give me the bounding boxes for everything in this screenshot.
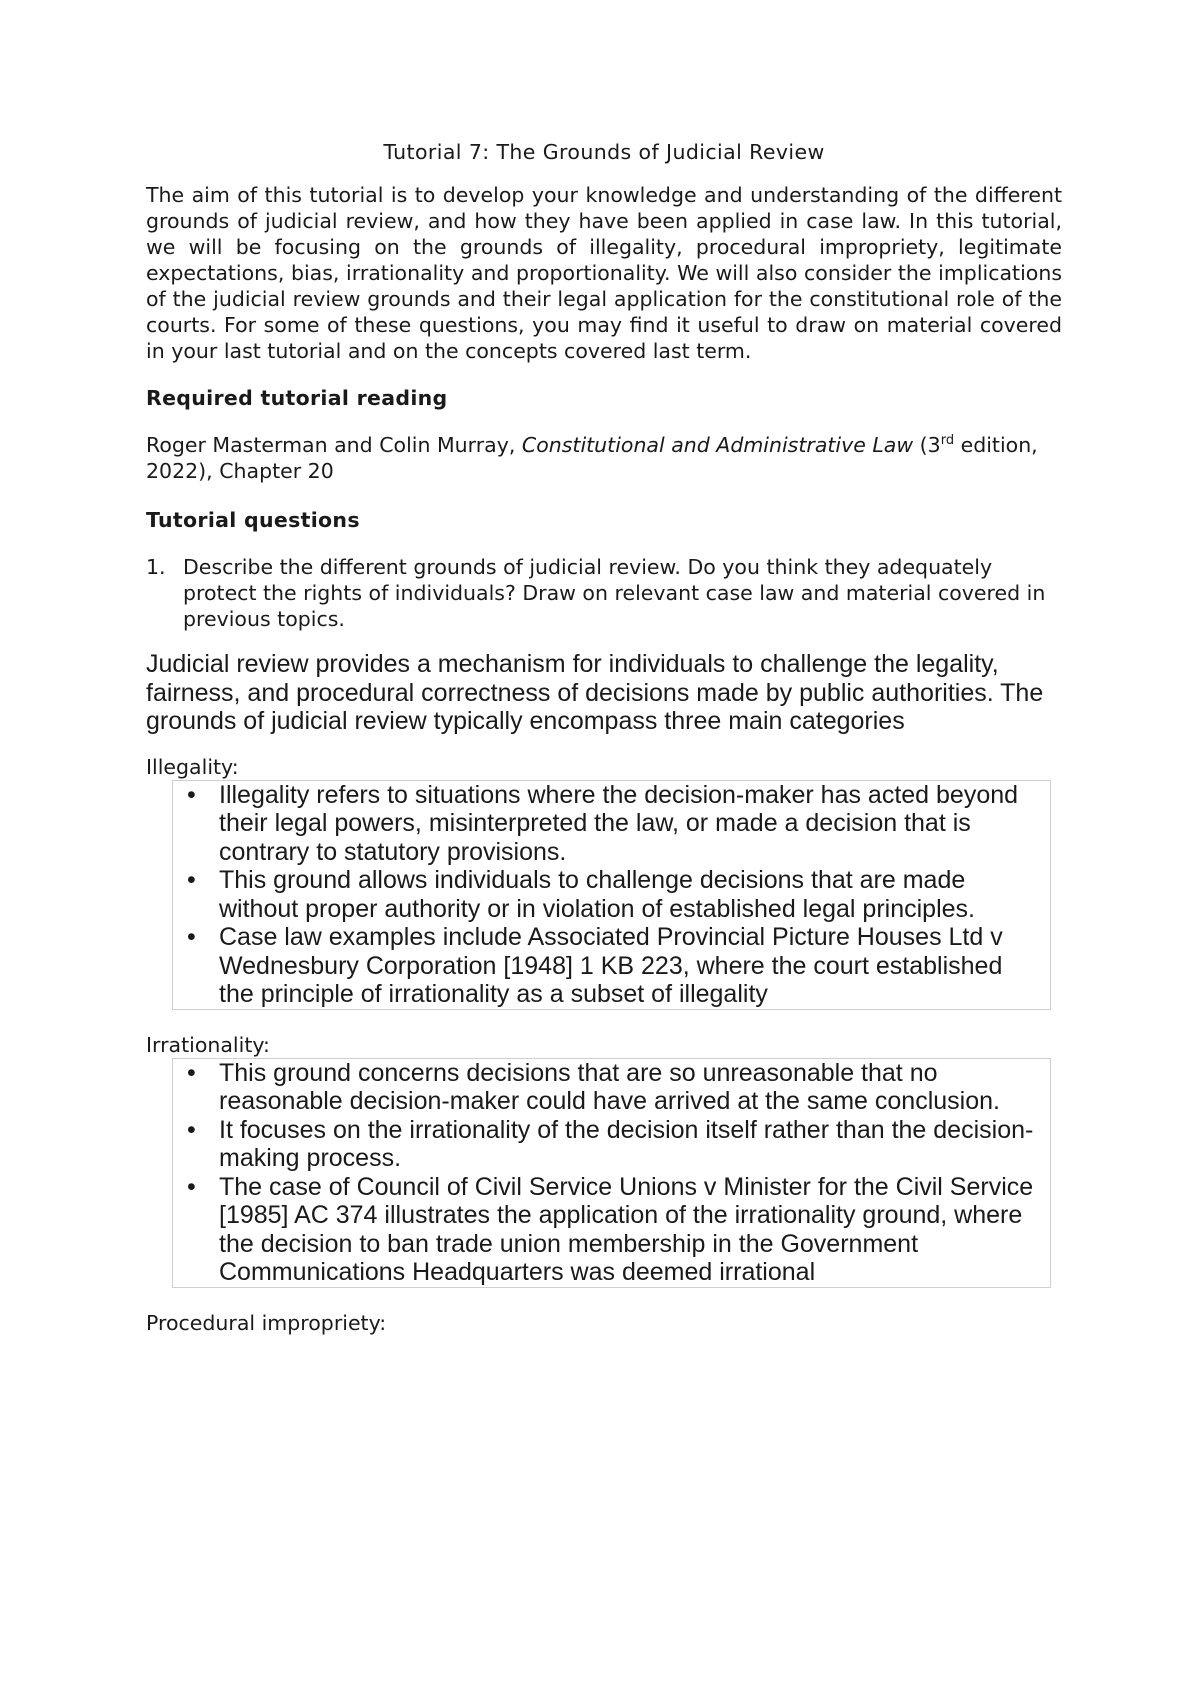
reading-citation [146,432,1062,484]
bullet-text: Illegality refers to situations where the decision-maker has acted beyond their legal powers, misinterpreted the law, or made a decision that is contrary to statutory provisions. [219,780,1019,866]
bullet-icon: • [187,1172,196,1201]
illegality-bullet-box [172,780,1051,1010]
bullet-text: This ground concerns decisions that are so unreasonable that no reasonable decision-maker could have arrived at the same conclusion. [219,1058,1000,1115]
ground-label-illegality: Illegality: [146,754,239,779]
bullet-text: This ground allows individuals to challenge decisions that are made without proper authority or in violation of established legal principles. [219,866,975,923]
irrationality-bullet-box [172,1058,1051,1288]
bullet-icon: • [187,866,196,894]
bullet-icon: • [187,1058,196,1087]
question-item [146,554,1062,632]
bullet-text: The case of Council of Civil Service Unions v Minister for the Civil Service [1985] AC 374 illustrates the application of the irrationality ground, where the decision to ban trade union membership in the Government Communications Headquarters was deemed irrational [219,1172,1034,1286]
bullet-item [173,1116,1040,1173]
page-title: Tutorial 7: The Grounds of Judicial Review [383,140,825,164]
illegality-bullet-list [173,781,1040,1009]
ground-label-procedural-impropriety: Procedural impropriety: [146,1310,387,1335]
intro-paragraph: The aim of this tutorial is to develop your knowledge and understanding of the different grounds of judicial review, and how they have been applied in case law. In this tutorial, we will be focusing on the grounds of illegality, procedural impropriety, legitimate expectations, bias, irrationality and proportionality. We will also consider the implications of the judicial review grounds and their legal application for the constitutional role of the courts. For some of these questions, you may find it useful to draw on material covered in your last tutorial and on the concepts covered last term. [146,183,1062,363]
bullet-item [173,866,1040,923]
irrationality-bullet-list [173,1059,1040,1287]
bullet-item [173,781,1040,867]
document-page [146,140,1062,1336]
bullet-icon: • [187,780,196,809]
bullet-item [173,1173,1040,1287]
ground-label-irrationality: Irrationality: [146,1032,270,1057]
reading-authors: Roger Masterman and Colin Murray, [146,433,522,457]
answer-intro: Judicial review provides a mechanism for individuals to challenge the legality, fairness, and procedural correctness of decisions made by public authorities. The grounds of judicial review typically encompass three main categories [146,650,1044,735]
questions-list [146,554,1062,632]
reading-book-title: Constitutional and Administrative Law [521,433,914,457]
reading-edition-superscript: rd [940,433,955,449]
reading-edition-open: (3 [913,433,941,457]
bullet-text: Case law examples include Associated Provincial Picture Houses Ltd v Wednesbury Corporation [1948] 1 KB 223, where the court established the principle of irrationality as a subset of illegality [219,923,1003,1008]
bullet-item [173,923,1040,1009]
bullet-text: It focuses on the irrationality of the decision itself rather than the decision-making process. [219,1115,1034,1172]
bullet-item [173,1059,1040,1116]
reading-heading: Required tutorial reading [146,386,448,410]
reading-edition-rest: edition, 2022), Chapter 20 [146,433,1038,483]
bullet-icon: • [187,923,196,951]
question-text: Describe the different grounds of judicial review. Do you think they adequately protect the rights of individuals? Draw on relevant case law and material covered in previous topics. [183,555,1046,631]
bullet-icon: • [187,1115,196,1144]
questions-heading: Tutorial questions [146,508,360,532]
question-number: 1. [146,555,166,579]
